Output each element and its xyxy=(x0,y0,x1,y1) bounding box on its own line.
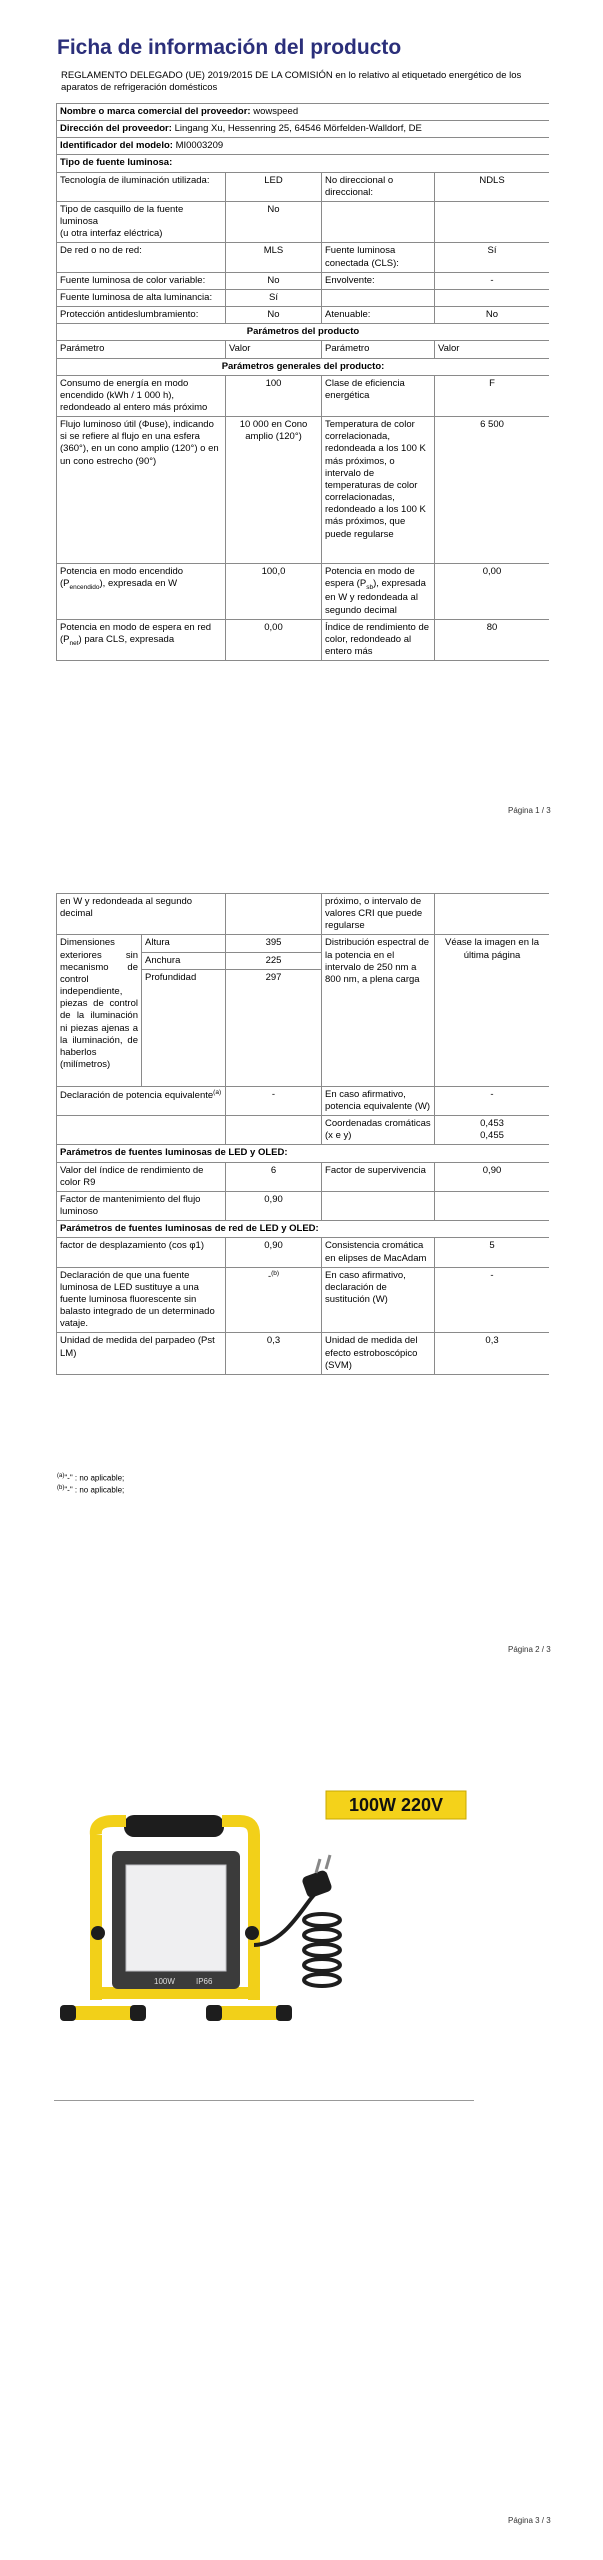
model-label: Identificador del modelo: xyxy=(60,140,173,152)
on-mode-power-value: 100,0 xyxy=(226,564,322,620)
table-row xyxy=(57,172,550,201)
maintenance-label: Factor de mantenimiento del flujo luminoso xyxy=(57,1191,226,1220)
plug-pin xyxy=(316,1859,320,1873)
cls-value: Sí xyxy=(435,243,550,272)
page-2-table-area xyxy=(56,893,549,1375)
cri-label-cont: próximo, o intervalo de valores CRI que puede regularse xyxy=(322,894,435,935)
supplier-address: Lingang Xu, Hessenring 25, 64546 Mörfelden-Walldorf, DE xyxy=(174,123,422,135)
foot-cap xyxy=(130,2005,146,2021)
panel-ip-label: IP66 xyxy=(196,1977,213,1986)
stroboscopic-value: 0,3 xyxy=(435,1333,549,1374)
cable-coil xyxy=(304,1974,340,1986)
handle-grip xyxy=(124,1815,224,1837)
network-standby-value: 0,00 xyxy=(226,619,322,660)
footnote-a xyxy=(57,1472,124,1484)
dimensions-label: Dimensiones exteriores sin mecanismo de control independiente, piezas de control de la iluminación ni piezas ajenas a la iluminación, de haberlos (milímetros) xyxy=(57,935,142,1086)
directional-value: NDLS xyxy=(435,172,550,201)
model-identifier: MI0003209 xyxy=(175,140,224,152)
high-luminance-label: Fuente luminosa de alta luminancia: xyxy=(57,289,226,306)
foot-cap xyxy=(276,2005,292,2021)
mains-led-header: Parámetros de fuentes luminosas de red de LED y OLED: xyxy=(57,1221,550,1238)
empty-cell xyxy=(435,289,550,306)
cable-coil xyxy=(304,1959,340,1971)
height-label: Altura xyxy=(142,935,226,952)
height-value: 395 xyxy=(226,935,322,952)
footnote-b-ref: (b) xyxy=(57,1485,65,1492)
general-params-header: Parámetros generales del producto: xyxy=(57,358,550,375)
flux-label: Flujo luminoso útil (Φuse), indicando si se refiere al flujo en una esfera (360°), en un cono amplio (120°) o en un cono estrecho (90°) xyxy=(57,417,226,564)
empty-cell xyxy=(57,1116,226,1145)
page-number: Página 3 / 3 xyxy=(508,2516,551,2525)
supplier-name-row xyxy=(57,104,550,121)
product-image xyxy=(54,1755,474,2045)
on-mode-power-sub: encendido xyxy=(69,584,100,592)
led-panel xyxy=(126,1865,226,1971)
cri-label: Índice de rendimiento de color, redondeado al entero más xyxy=(322,619,435,660)
chromaticity-value xyxy=(435,1116,549,1145)
table-row xyxy=(57,1238,550,1267)
foot-cap xyxy=(60,2005,76,2021)
envelope-label: Envolvente: xyxy=(322,272,435,289)
displacement-label: factor de desplazamiento (cos φ1) xyxy=(57,1238,226,1267)
supplier-address-label: Dirección del proveedor: xyxy=(60,123,172,135)
table-row xyxy=(57,375,550,416)
dimmable-label: Atenuable: xyxy=(322,307,435,324)
network-standby-label-b: ) para CLS, expresada xyxy=(78,633,175,645)
empty-cell xyxy=(322,1191,435,1220)
cable-coil xyxy=(304,1929,340,1941)
table-row xyxy=(57,1191,550,1220)
column-header-value: Valor xyxy=(226,341,322,358)
column-header-row xyxy=(57,341,550,358)
equiv-power-yes-value: - xyxy=(435,1086,549,1115)
floodlight-illustration xyxy=(54,1755,474,2045)
spd-label: Distribución espectral de la potencia en el intervalo de 250 nm a 800 nm, a plena carga xyxy=(322,935,435,1086)
table-row xyxy=(57,417,550,564)
replacement-power-label: En caso afirmativo, declaración de sustitución (W) xyxy=(322,1267,435,1333)
flicker-label: Unidad de medida del parpadeo (Pst LM) xyxy=(57,1333,226,1374)
column-header-param: Parámetro xyxy=(322,341,435,358)
supplier-address-row xyxy=(57,121,550,138)
survival-value: 0,90 xyxy=(435,1162,549,1191)
network-standby-label-a: Potencia en modo de espera en red (P xyxy=(60,621,212,645)
column-header-param: Parámetro xyxy=(57,341,226,358)
depth-label: Profundidad xyxy=(142,969,226,1086)
stroboscopic-label: Unidad de medida del efecto estroboscópico (SVM) xyxy=(322,1333,435,1374)
cable-coil xyxy=(304,1944,340,1956)
footnotes xyxy=(57,1472,124,1497)
replacement-label: Declaración de que una fuente luminosa de LED sustituye a una fuente luminosa fluorescente sin balasto integrado de un determinado vataje. xyxy=(57,1267,226,1333)
network-standby-label xyxy=(57,619,226,660)
macadam-label: Consistencia cromática en elipses de MacAdam xyxy=(322,1238,435,1267)
column-header-value: Valor xyxy=(435,341,550,358)
general-params-header-row xyxy=(57,358,550,375)
banner-text: 100W 220V xyxy=(348,1795,444,1815)
table-row xyxy=(57,1162,550,1191)
replacement-value xyxy=(226,1267,322,1333)
supplier-name-label: Nombre o marca comercial del proveedor: xyxy=(60,106,251,117)
table-row xyxy=(57,1086,550,1115)
power-plug xyxy=(301,1869,333,1899)
maintenance-value: 0,90 xyxy=(226,1191,322,1220)
on-mode-power-label-a: Potencia en modo encendido (P xyxy=(60,566,184,590)
cable-coil xyxy=(304,1914,340,1926)
table-row xyxy=(57,1333,550,1374)
cap-value: No xyxy=(226,201,322,242)
knob-right xyxy=(245,1926,259,1940)
panel-power-label: 100W xyxy=(154,1977,175,1986)
equiv-power-label xyxy=(57,1086,226,1115)
cap-label-line-1: Tipo de casquillo de la fuente luminosa xyxy=(60,203,184,228)
standby-power-sub: sb xyxy=(366,584,374,592)
product-params-header-row xyxy=(57,324,550,341)
product-sheet-table xyxy=(56,103,549,661)
table-row xyxy=(57,243,550,272)
foot-cap xyxy=(206,2005,222,2021)
led-oled-header-row xyxy=(57,1145,550,1162)
energy-label: Consumo de energía en modo encendido (kWh / 1 000 h), redondeado al entero más próximo xyxy=(57,375,226,416)
survival-label: Factor de supervivencia xyxy=(322,1162,435,1191)
supplier-name: wowspeed xyxy=(253,106,299,117)
replacement-value-text: - xyxy=(267,1270,272,1282)
spd-value: Véase la imagen en la última página xyxy=(435,935,549,1086)
mains-led-header-row xyxy=(57,1221,550,1238)
page-1-table-area xyxy=(56,103,549,790)
depth-value: 297 xyxy=(226,969,322,1086)
equiv-power-yes-label: En caso afirmativo, potencia equivalente (W) xyxy=(322,1086,435,1115)
page-number: Página 2 / 3 xyxy=(508,1645,551,1654)
table-row xyxy=(57,201,550,242)
network-standby-label-cont: en W y redondeada al segundo decimal xyxy=(57,894,226,935)
page-number: Página 1 / 3 xyxy=(508,806,551,815)
cri-value: 80 xyxy=(435,619,550,660)
colour-tunable-value: No xyxy=(226,272,322,289)
divider xyxy=(54,2100,474,2101)
empty-cell xyxy=(322,201,435,242)
table-row xyxy=(57,619,550,660)
replacement-note-ref: (b) xyxy=(271,1269,280,1277)
chromaticity-label: Coordenadas cromáticas (x e y) xyxy=(322,1116,435,1145)
flux-value: 10 000 en Cono amplio (120°) xyxy=(226,417,322,564)
table-row xyxy=(57,272,550,289)
cap-label xyxy=(57,201,226,242)
glare-value: No xyxy=(226,307,322,324)
standby-power-label-a: Potencia en modo de espera (P xyxy=(325,566,415,590)
energy-value: 100 xyxy=(226,375,322,416)
product-sheet-table-continued xyxy=(56,893,549,1375)
colour-tunable-label: Fuente luminosa de color variable: xyxy=(57,272,226,289)
mains-label: De red o no de red: xyxy=(57,243,226,272)
chromaticity-y: 0,455 xyxy=(480,1130,504,1142)
product-params-header: Parámetros del producto xyxy=(57,324,550,341)
on-mode-power-label-b: ), expresada en W xyxy=(99,578,178,590)
standby-power-label xyxy=(322,564,435,620)
knob-left xyxy=(91,1926,105,1940)
footnote-a-ref: (a) xyxy=(57,1473,65,1479)
source-type-header: Tipo de fuente luminosa: xyxy=(57,155,550,172)
macadam-value: 5 xyxy=(435,1238,549,1267)
width-value: 225 xyxy=(226,952,322,969)
equiv-power-value: - xyxy=(226,1086,322,1115)
tech-value: LED xyxy=(226,172,322,201)
led-oled-header: Parámetros de fuentes luminosas de LED y OLED: xyxy=(57,1145,550,1162)
efficiency-class-label: Clase de eficiencia energética xyxy=(322,375,435,416)
standby-power-value: 0,00 xyxy=(435,564,550,620)
table-row xyxy=(57,935,550,952)
empty-cell xyxy=(226,894,322,935)
empty-cell xyxy=(226,1116,322,1145)
footnote-b xyxy=(57,1484,124,1496)
empty-cell xyxy=(435,894,549,935)
regulation-text: REGLAMENTO DELEGADO (UE) 2019/2015 DE LA COMISIÓN en lo relativo al etiquetado energético de los aparatos de refrigeración domésticos xyxy=(61,70,522,94)
page-1 xyxy=(0,0,603,815)
replacement-power-value: - xyxy=(435,1267,549,1333)
table-row xyxy=(57,894,550,935)
width-label: Anchura xyxy=(142,952,226,969)
equiv-power-label-text: Declaración de potencia equivalente xyxy=(60,1089,214,1101)
model-row xyxy=(57,138,550,155)
footnote-a-text: "-" : no aplicable; xyxy=(64,1473,125,1483)
network-standby-sub: net xyxy=(69,639,79,647)
frame-tube-right-top xyxy=(222,1821,254,1835)
r9-value: 6 xyxy=(226,1162,322,1191)
mains-value: MLS xyxy=(226,243,322,272)
on-mode-power-label xyxy=(57,564,226,620)
equiv-power-note-ref: (a) xyxy=(213,1088,222,1096)
directional-label: No direccional o direccional: xyxy=(322,172,435,201)
table-row xyxy=(57,307,550,324)
standby-power-label-b: ), expresada en W y redondeada al segundo decimal xyxy=(325,578,426,616)
glare-label: Protección antideslumbramiento: xyxy=(57,307,226,324)
flicker-value: 0,3 xyxy=(226,1333,322,1374)
footnote-b-text: "-" : no aplicable; xyxy=(64,1486,125,1496)
envelope-value: - xyxy=(435,272,550,289)
high-luminance-value: Sí xyxy=(226,289,322,306)
cct-value: 6 500 xyxy=(435,417,550,564)
efficiency-class-value: F xyxy=(435,375,550,416)
dimmable-value: No xyxy=(435,307,550,324)
displacement-value: 0,90 xyxy=(226,1238,322,1267)
tech-label: Tecnología de iluminación utilizada: xyxy=(57,172,226,201)
chromaticity-x: 0,453 xyxy=(480,1118,504,1130)
document-title: Ficha de información del producto xyxy=(57,36,402,59)
plug-pin xyxy=(326,1855,330,1869)
table-row xyxy=(57,564,550,620)
table-row xyxy=(57,289,550,306)
cap-label-line-2: (u otra interfaz eléctrica) xyxy=(60,228,163,240)
table-row xyxy=(57,1116,550,1145)
table-row xyxy=(57,1267,550,1333)
frame-tube-left-top xyxy=(96,1821,126,1835)
cls-label: Fuente luminosa conectada (CLS): xyxy=(322,243,435,272)
empty-cell xyxy=(435,1191,549,1220)
r9-label: Valor del índice de rendimiento de color R9 xyxy=(57,1162,226,1191)
empty-cell xyxy=(322,289,435,306)
source-type-header-row xyxy=(57,155,550,172)
cct-label: Temperatura de color correlacionada, redondeada a los 100 K más próximos, o intervalo de temperaturas de color correlacionadas, redondeado a los 100 K más próximos, que puede regularse xyxy=(322,417,435,564)
empty-cell xyxy=(435,201,550,242)
